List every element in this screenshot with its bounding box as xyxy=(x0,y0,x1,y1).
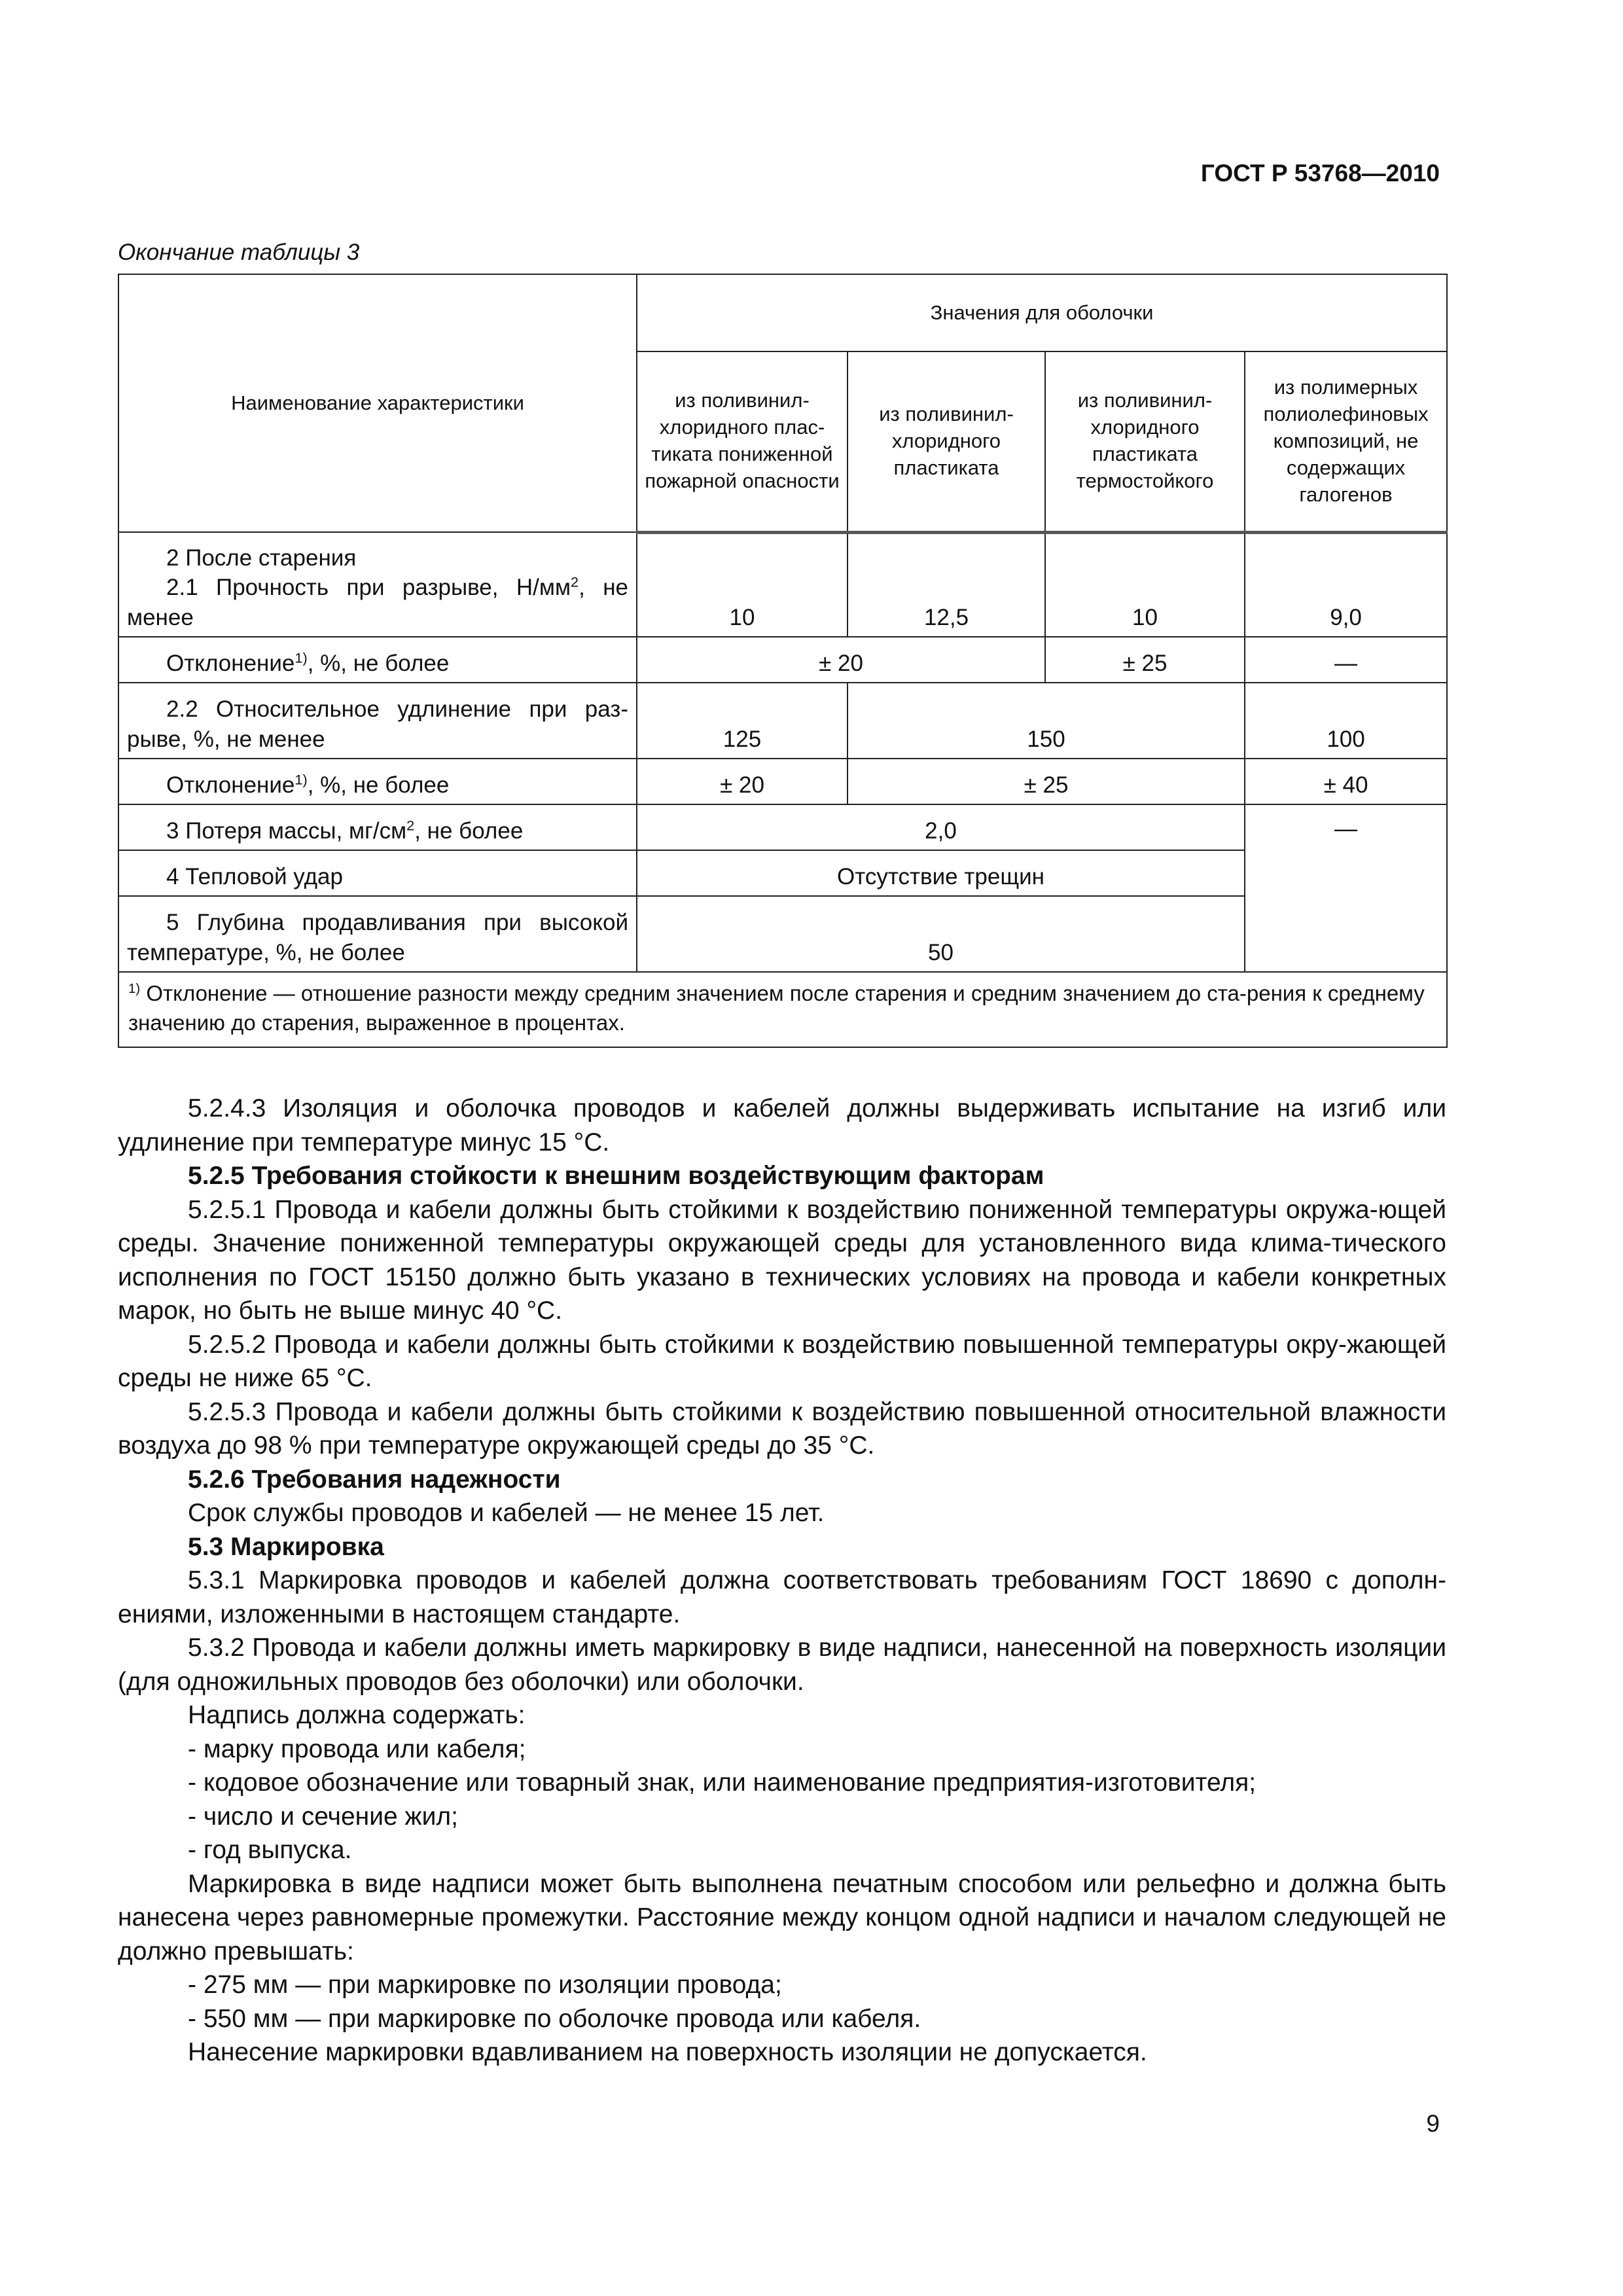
cell-value: 12,5 xyxy=(847,532,1045,637)
group-header: Значения для оболочки xyxy=(637,274,1447,351)
cell-value: ± 20 xyxy=(637,759,847,804)
col-header-1: из поливинил-хлоридного плас-тиката пониженной пожарной опасности xyxy=(637,351,847,532)
table-caption: Окончание таблицы 3 xyxy=(118,240,360,265)
cell-value: ± 40 xyxy=(1245,759,1447,804)
row-name: 2 После старения 2.1 Прочность при разрыве, $Н/мм^2$, не менее xyxy=(118,532,637,637)
cell-value: Отсутствие трещин xyxy=(637,850,1245,896)
paragraph: Нанесение маркировки вдавливанием на поверхность изоляции не допускается. xyxy=(188,2038,1147,2066)
paragraph: Маркировка в виде надписи может быть выполнена печатным способом или рельефно и должна быть нанесена через равномерные промежутки. Расстояние между концом одной надписи и началом следующей не должно превышать: xyxy=(118,1869,1446,1965)
cell-value: ± 25 xyxy=(1045,637,1245,683)
section-heading: 5.2.6 Требования надежности xyxy=(188,1465,561,1494)
cell-value: — xyxy=(1245,637,1447,683)
cell-value: ± 20 xyxy=(637,637,1045,683)
col-header-2: из поливинил-хлоридного пластиката xyxy=(847,351,1045,532)
cell-value: 2,0 xyxy=(637,804,1245,850)
cell-value: — xyxy=(1245,804,1447,972)
table-footnote: $^{1)}$ Отклонение — отношение разности между средним значением после старения и средним значением до ста-рения к среднему значению до старения, выраженное в процентах. xyxy=(118,972,1447,1047)
paragraph: 5.2.5.3 Провода и кабели должны быть стойкими к воздействию повышенной относительной влажности воздуха до 98 % при температуре окружающей среды до 35 °С. xyxy=(118,1397,1446,1460)
paragraph: 5.3.1 Маркировка проводов и кабелей должна соответствовать требованиям ГОСТ 18690 с дополн-ениями, изложенными в настоящем стандарте. xyxy=(118,1566,1446,1628)
paragraph: Срок службы проводов и кабелей — не менее 15 лет. xyxy=(188,1499,825,1527)
row-name: 2.2 Относительное удлинение при раз- рыве, %, не менее xyxy=(118,683,637,759)
cell-value: 150 xyxy=(847,683,1245,759)
table-footnote-row xyxy=(118,972,1447,1047)
list-item: - 275 мм — при маркировке по изоляции провода; xyxy=(188,1971,782,1999)
row-name: 5 Глубина продавливания при высокой температуре, %, не более xyxy=(118,896,637,972)
body-text xyxy=(118,1092,1446,2070)
document-standard-code: ГОСТ Р 53768—2010 xyxy=(1200,160,1440,187)
section-heading: 5.3 Маркировка xyxy=(188,1532,384,1561)
paragraph: 5.2.5.2 Провода и кабели должны быть стойкими к воздействию повышенной температуры окру-жающей среды не ниже 65 °С. xyxy=(118,1330,1446,1392)
paragraph: 5.3.2 Провода и кабели должны иметь маркировку в виде надписи, нанесенной на поверхность изоляции (для одножильных проводов без оболочки) или оболочки. xyxy=(118,1634,1446,1696)
col-header-3: из поливинил-хлоридного пластиката термостойкого xyxy=(1045,351,1245,532)
list-item: - число и сечение жил; xyxy=(188,1802,458,1831)
page-number: 9 xyxy=(1426,2110,1440,2137)
col-header-name: Наименование характеристики xyxy=(118,274,637,532)
paragraph: 5.2.4.3 Изоляция и оболочка проводов и кабелей должны выдерживать испытание на изгиб или удлинение при температуре минус 15 °С. xyxy=(118,1094,1446,1157)
paragraph: 5.2.5.1 Провода и кабели должны быть стойкими к воздействию пониженной температуры окружа-ющей среды. Значение пониженной температуры окружающей среды для установленного вида клима-тического исполнения по ГОСТ 15150 должно быть указано в технических условиях на провода и кабели конкретных марок, но быть не выше минус 40 °С. xyxy=(118,1195,1446,1325)
table-row xyxy=(118,532,1447,637)
row-name: Отклонение$^{1)}$, %, не более xyxy=(118,637,637,683)
cell-value: 125 xyxy=(637,683,847,759)
cell-value: 100 xyxy=(1245,683,1447,759)
cell-value: 10 xyxy=(637,532,847,637)
table-row xyxy=(118,804,1447,850)
paragraph: Надпись должна содержать: xyxy=(188,1701,526,1729)
col-header-4: из полимерных полиолефиновых композиций, не содержащих галогенов xyxy=(1245,351,1447,532)
section-heading: 5.2.5 Требования стойкости к внешним воздействующим факторам xyxy=(188,1162,1044,1190)
list-item: - кодовое обозначение или товарный знак, или наименование предприятия-изготовителя; xyxy=(188,1768,1257,1797)
table-row xyxy=(118,759,1447,804)
table-row xyxy=(118,683,1447,759)
table-3 xyxy=(118,274,1448,1048)
list-item: - год выпуска. xyxy=(188,1836,352,1864)
cell-value: 50 xyxy=(637,896,1245,972)
row-name: Отклонение$^{1)}$, %, не более xyxy=(118,759,637,804)
cell-value: ± 25 xyxy=(847,759,1245,804)
row-name: 4 Тепловой удар xyxy=(118,850,637,896)
row-name: 3 Потеря массы, $мг/см^2$, не более xyxy=(118,804,637,850)
cell-value: 9,0 xyxy=(1245,532,1447,637)
list-item: - марку провода или кабеля; xyxy=(188,1734,526,1763)
table-row xyxy=(118,637,1447,683)
cell-value: 10 xyxy=(1045,532,1245,637)
list-item: - 550 мм — при маркировке по оболочке провода или кабеля. xyxy=(188,2004,921,2033)
